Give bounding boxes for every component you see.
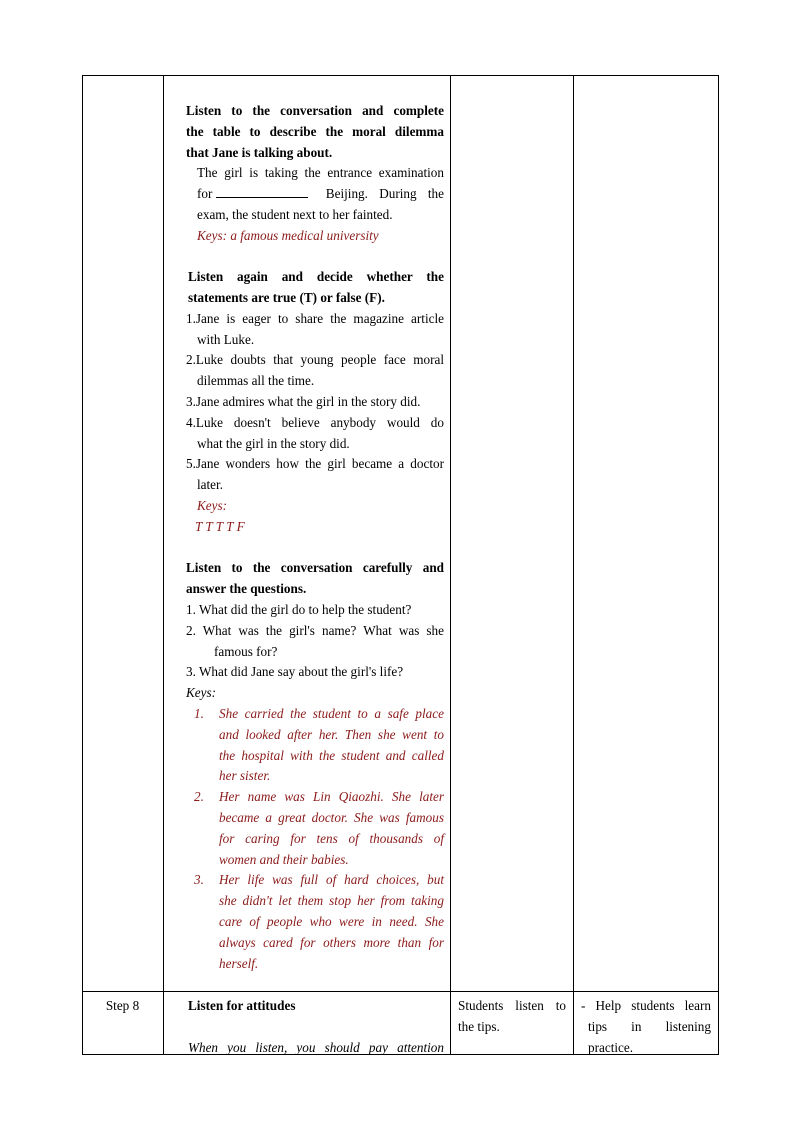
question-item-cont: famous for? (214, 644, 278, 659)
statement-item: 4.Luke doesn't believe anybody would do (186, 415, 444, 430)
question-item: 3. What did Jane say about the girl's life? (186, 664, 404, 679)
col-line-2 (450, 75, 451, 1055)
body-text: Beijing. During the (325, 186, 444, 201)
answer-line: Her life was full of hard choices, but (219, 872, 444, 887)
question-item: 1. What did the girl do to help the student? (186, 602, 412, 617)
table-top-border (82, 75, 719, 76)
answer-line: She carried the student to a safe place (219, 706, 444, 721)
purpose-line: tips in listening (588, 1019, 711, 1034)
col-line-1 (163, 75, 164, 1055)
section-1-heading-line: the table to describe the moral dilemma (186, 124, 444, 139)
row-divider (82, 991, 719, 992)
section-2-heading-line: statements are true (T) or false (F). (188, 290, 385, 305)
section-2-heading-line: Listen again and decide whether the (188, 269, 444, 284)
statement-item-cont: with Luke. (197, 332, 255, 347)
statement-item-cont: dilemmas all the time. (197, 373, 315, 388)
statement-item: 5.Jane wonders how the girl became a doctor (186, 456, 444, 471)
answer-number: 3. (194, 872, 204, 887)
section-3-keys-label: Keys: (186, 685, 217, 700)
section-1-body-line (197, 183, 444, 204)
answer-line: Her name was Lin Qiaozhi. She later (219, 789, 444, 804)
section-2-keys-value: T T T T F (195, 519, 245, 534)
col-line-0 (82, 75, 83, 1055)
body-text: for (197, 183, 312, 204)
section-3-heading-line: Listen to the conversation carefully and (186, 560, 444, 575)
section-2-keys-label: Keys: (197, 498, 228, 513)
statement-item-cont: later. (197, 477, 223, 492)
answer-line: became a great doctor. She was famous (219, 810, 444, 825)
col-line-4 (718, 75, 719, 1055)
answer-line: women and their babies. (219, 852, 349, 867)
section-1-heading-line: Listen to the conversation and complete (186, 103, 444, 118)
answer-line: for caring for tens of thousands of (219, 831, 444, 846)
statement-item: 3.Jane admires what the girl in the story did. (186, 394, 421, 409)
answer-line: herself. (219, 956, 259, 971)
question-item: 2. What was the girl's name? What was she (186, 623, 444, 638)
answer-number: 2. (194, 789, 204, 804)
section-1-heading-line: that Jane is talking about. (186, 145, 333, 160)
col-line-3 (573, 75, 574, 1055)
section-1-body-line: exam, the student next to her fainted. (197, 207, 393, 222)
answer-number: 1. (194, 706, 204, 721)
fill-in-blank (216, 185, 308, 198)
step-label: Step 8 (105, 998, 140, 1013)
students-activity-line: the tips. (458, 1019, 500, 1034)
step-8-body-line: When you listen, you should pay attention (188, 1040, 444, 1055)
answer-line: the hospital with the student and called (219, 748, 444, 763)
section-1-body-line: The girl is taking the entrance examination (197, 165, 444, 180)
purpose-line: practice. (588, 1040, 634, 1055)
purpose-line: - Help students learn (581, 998, 711, 1013)
answer-line: care of people who were in need. She (219, 914, 444, 929)
statement-item: 1.Jane is eager to share the magazine article (186, 311, 444, 326)
students-activity-line: Students listen to (458, 998, 566, 1013)
answer-line: and looked after her. Then she went to (219, 727, 444, 742)
section-3-heading-line: answer the questions. (186, 581, 307, 596)
statement-item-cont: what the girl in the story did. (197, 436, 350, 451)
step-8-heading: Listen for attitudes (188, 998, 296, 1013)
answer-line: always cared for others more than for (219, 935, 444, 950)
answer-line: she didn't let them stop her from taking (219, 893, 444, 908)
section-1-keys: Keys: a famous medical university (197, 228, 379, 243)
answer-line: her sister. (219, 768, 271, 783)
statement-item: 2.Luke doubts that young people face moral (186, 352, 444, 367)
